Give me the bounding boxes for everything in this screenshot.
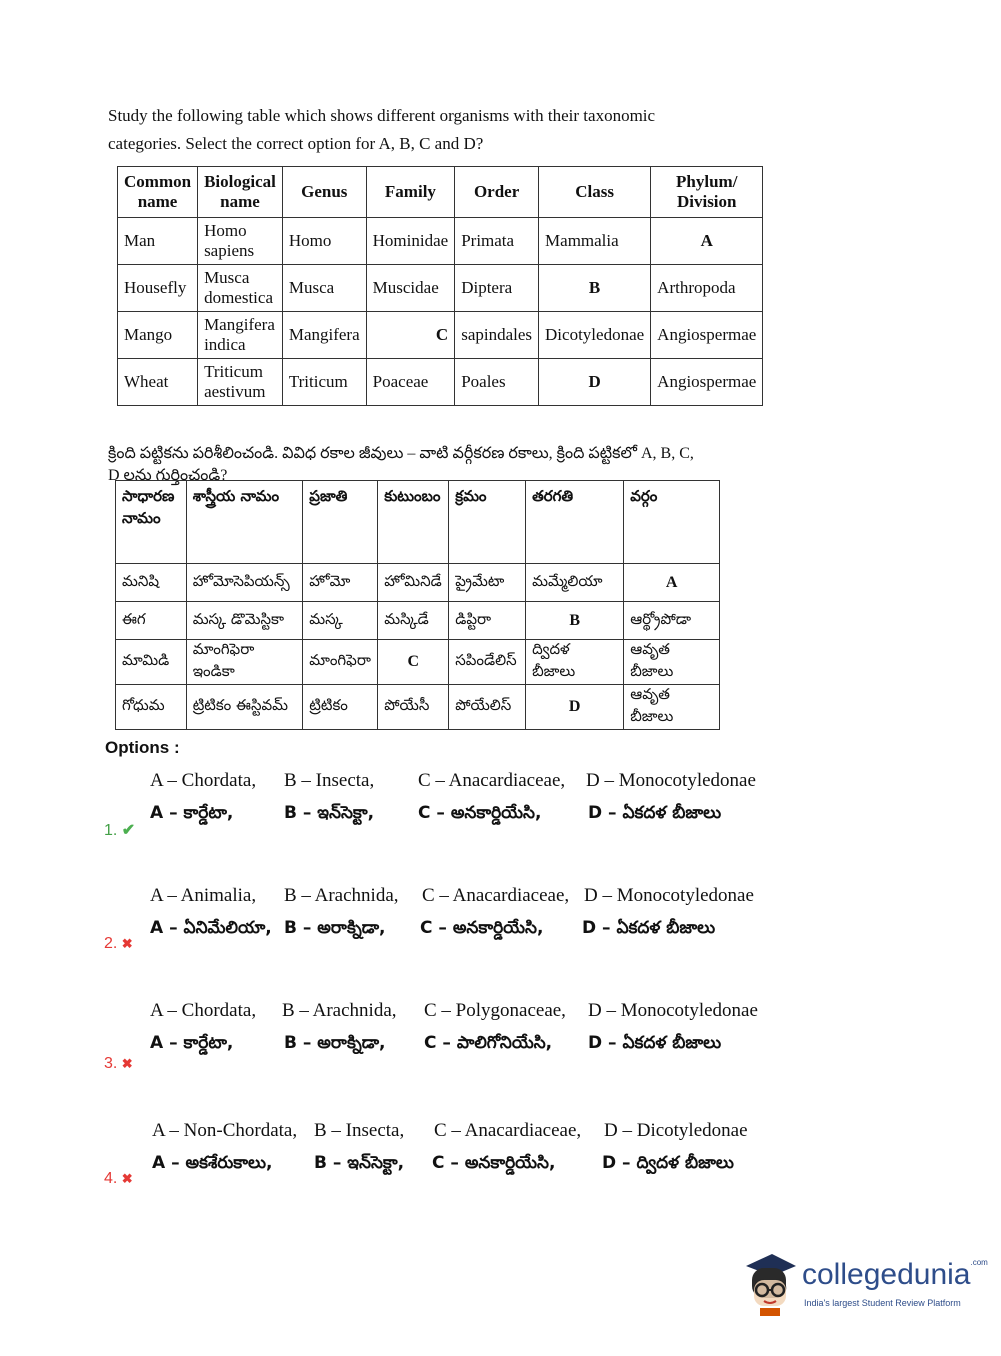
table-row <box>118 265 763 312</box>
option-2[interactable] <box>150 885 770 951</box>
table-cell: ఆవృత బీజాలు <box>624 640 720 685</box>
table-cell: Arthropoda <box>651 265 763 312</box>
table-cell: హోమో <box>303 564 378 602</box>
option-part: D – ఏకదళ బీజాలు <box>588 803 722 823</box>
option-number: 3. <box>104 1055 118 1072</box>
english-taxonomy-table <box>117 166 763 406</box>
table-cell: హోమినిడే <box>378 564 449 602</box>
option-part: A – కార్డేటా, <box>150 803 234 823</box>
table-header-row <box>118 167 763 218</box>
option-english-line <box>150 1000 770 1033</box>
option-part: A – Non-Chordata, <box>152 1120 298 1141</box>
table-cell: సపిండేలిస్ <box>449 640 526 685</box>
table-cell: sapindales <box>455 312 539 359</box>
option-3-number <box>104 1055 133 1073</box>
table-cell: Triticum aestivum <box>198 359 283 406</box>
option-part: D – Dicotyledonae <box>604 1120 748 1141</box>
table-header-row <box>116 481 720 564</box>
option-4-number <box>104 1170 133 1188</box>
option-part: D – ఏకదళ బీజాలు <box>588 1033 722 1053</box>
table-cell: హోమోసెపియన్స్ <box>186 564 303 602</box>
table-row <box>116 685 720 730</box>
option-english-line <box>150 770 770 803</box>
table-cell: మమ్మేలియా <box>526 564 624 602</box>
option-part: C – Anacardiaceae, <box>418 770 566 791</box>
table-cell: A <box>651 218 763 265</box>
cross-icon: ✖ <box>121 936 133 951</box>
header-cell: Order <box>455 167 539 218</box>
option-3[interactable] <box>150 1000 770 1066</box>
option-number: 4. <box>104 1170 118 1187</box>
table-cell: మస్కిడే <box>378 602 449 640</box>
table-cell: Poaceae <box>366 359 455 406</box>
header-cell: కుటుంబం <box>378 481 449 564</box>
table-cell: ఈగ <box>116 602 187 640</box>
table-cell: Mangifera indica <box>198 312 283 359</box>
table-cell: ద్విదళ బీజాలు <box>526 640 624 685</box>
table-row <box>118 312 763 359</box>
table-cell: Mango <box>118 312 198 359</box>
option-part: B – ఇన్‌సెక్టా, <box>284 803 375 823</box>
option-part: D – ఏకదళ బీజాలు <box>582 918 716 938</box>
table-cell: A <box>624 564 720 602</box>
table-cell: ట్రిటికం ఈస్టివమ్ <box>186 685 303 730</box>
header-cell: Phylum/ Division <box>651 167 763 218</box>
option-number: 2. <box>104 935 118 952</box>
option-part: A – Chordata, <box>150 1000 257 1021</box>
table-cell: గోధుమ <box>116 685 187 730</box>
collegedunia-logo[interactable] <box>742 1248 988 1318</box>
table-cell: Diptera <box>455 265 539 312</box>
table-cell: Poales <box>455 359 539 406</box>
option-part: A – అకశేరుకాలు, <box>152 1153 273 1173</box>
table-cell: Wheat <box>118 359 198 406</box>
header-cell: Family <box>366 167 455 218</box>
table-cell: C <box>366 312 455 359</box>
option-number: 1. <box>104 822 118 839</box>
option-telugu-line <box>150 1153 770 1186</box>
table-cell: Muscidae <box>366 265 455 312</box>
header-cell: శాస్త్రీయ నామం <box>186 481 303 564</box>
option-part: B – ఇన్‌సెక్టా, <box>314 1153 405 1173</box>
option-part: C – అనకార్డియేసి, <box>420 918 544 938</box>
table-cell: Man <box>118 218 198 265</box>
option-part: C – పాలిగోనియేసి, <box>424 1033 553 1053</box>
table-cell: మాంగిఫెరా ఇండికా <box>186 640 303 685</box>
option-part: C – అనకార్డియేసి, <box>418 803 542 823</box>
table-cell: Dicotyledonae <box>539 312 651 359</box>
option-part: B – Insecta, <box>314 1120 405 1141</box>
table-cell: పోయేసీ <box>378 685 449 730</box>
table-cell: Triticum <box>282 359 366 406</box>
option-part: D – Monocotyledonae <box>586 770 756 791</box>
option-english-line <box>150 885 770 918</box>
table-row <box>116 602 720 640</box>
option-part: A – Chordata, <box>150 770 257 791</box>
table-row <box>116 640 720 685</box>
table-cell: మామిడి <box>116 640 187 685</box>
table-cell: ఆర్థ్రోపోడా <box>624 602 720 640</box>
table-cell: Musca <box>282 265 366 312</box>
option-telugu-line <box>150 918 770 951</box>
table-cell: Housefly <box>118 265 198 312</box>
table-cell: ట్రిటికం <box>303 685 378 730</box>
option-part: A – కార్డేటా, <box>150 1033 234 1053</box>
header-cell: వర్గం <box>624 481 720 564</box>
telugu-question-text: క్రింది పట్టికను పరిశీలించండి. వివిధ రకాల జీవులు – వాటి వర్గీకరణ రకాలు, క్రింది పట్టికలో A, B, C, D లను గుర్తించండి? <box>108 445 694 484</box>
option-part: B – Arachnida, <box>284 885 399 906</box>
option-part: D – Monocotyledonae <box>588 1000 758 1021</box>
telugu-taxonomy-table <box>115 480 720 730</box>
header-cell: Biological name <box>198 167 283 218</box>
header-cell: క్రమం <box>449 481 526 564</box>
table-cell: Homo <box>282 218 366 265</box>
logo-dotcom: .com <box>970 1258 988 1267</box>
table-cell: Angiospermae <box>651 312 763 359</box>
table-cell: Hominidae <box>366 218 455 265</box>
table-cell: B <box>539 265 651 312</box>
table-cell: Angiospermae <box>651 359 763 406</box>
option-part: B – Arachnida, <box>282 1000 397 1021</box>
option-1-number <box>104 820 135 840</box>
option-2-number <box>104 935 133 953</box>
option-telugu-line <box>150 803 770 836</box>
options-heading: Options : <box>105 738 180 757</box>
option-part: A – ఏనిమేలియా, <box>150 918 272 938</box>
table-cell: Homo sapiens <box>198 218 283 265</box>
table-cell: C <box>378 640 449 685</box>
table-cell: Mammalia <box>539 218 651 265</box>
option-part: D – ద్విదళ బీజాలు <box>602 1153 734 1173</box>
table-cell: మనిషి <box>116 564 187 602</box>
table-row <box>118 218 763 265</box>
header-cell: Class <box>539 167 651 218</box>
table-cell: ప్రైమేటా <box>449 564 526 602</box>
header-cell: సాధారణ నామం <box>116 481 187 564</box>
table-cell: మాంగిఫెరా <box>303 640 378 685</box>
question-text: Study the following table which shows different organisms with their taxonomic categories. Select the correct option for A, B, C and D? <box>108 106 656 153</box>
option-telugu-line <box>150 1033 770 1066</box>
option-part: C – Anacardiaceae, <box>422 885 570 906</box>
table-cell: డిప్టిరా <box>449 602 526 640</box>
option-part: B – అరాక్నిడా, <box>284 1033 386 1053</box>
header-cell: Genus <box>282 167 366 218</box>
table-row <box>116 564 720 602</box>
header-cell: Common name <box>118 167 198 218</box>
table-cell: మస్క <box>303 602 378 640</box>
table-cell: పోయేలిస్ <box>449 685 526 730</box>
check-icon: ✔ <box>121 822 136 839</box>
option-part: D – Monocotyledonae <box>584 885 754 906</box>
option-part: B – అరాక్నిడా, <box>284 918 386 938</box>
cross-icon: ✖ <box>121 1171 133 1186</box>
option-part: C – Polygonaceae, <box>424 1000 566 1021</box>
cross-icon: ✖ <box>121 1056 133 1071</box>
option-part: C – అనకార్డియేసి, <box>432 1153 556 1173</box>
option-part: B – Insecta, <box>284 770 375 791</box>
table-cell: D <box>539 359 651 406</box>
logo-wordmark <box>802 1258 988 1292</box>
table-cell: D <box>526 685 624 730</box>
header-cell: తరగతి <box>526 481 624 564</box>
option-1[interactable] <box>150 770 770 836</box>
table-cell: Mangifera <box>282 312 366 359</box>
table-cell: Musca domestica <box>198 265 283 312</box>
header-cell: ప్రజాతి <box>303 481 378 564</box>
table-row <box>118 359 763 406</box>
table-cell: ఆవృత బీజాలు <box>624 685 720 730</box>
option-part: A – Animalia, <box>150 885 257 906</box>
option-english-line <box>150 1120 770 1153</box>
option-part: C – Anacardiaceae, <box>434 1120 582 1141</box>
table-cell: Primata <box>455 218 539 265</box>
table-cell: B <box>526 602 624 640</box>
table-cell: మస్క డొమెస్టికా <box>186 602 303 640</box>
mascot-icon <box>742 1252 798 1318</box>
logo-name: collegedunia <box>802 1258 971 1291</box>
logo-tagline: India's largest Student Review Platform <box>804 1298 961 1308</box>
option-4[interactable] <box>150 1120 770 1186</box>
